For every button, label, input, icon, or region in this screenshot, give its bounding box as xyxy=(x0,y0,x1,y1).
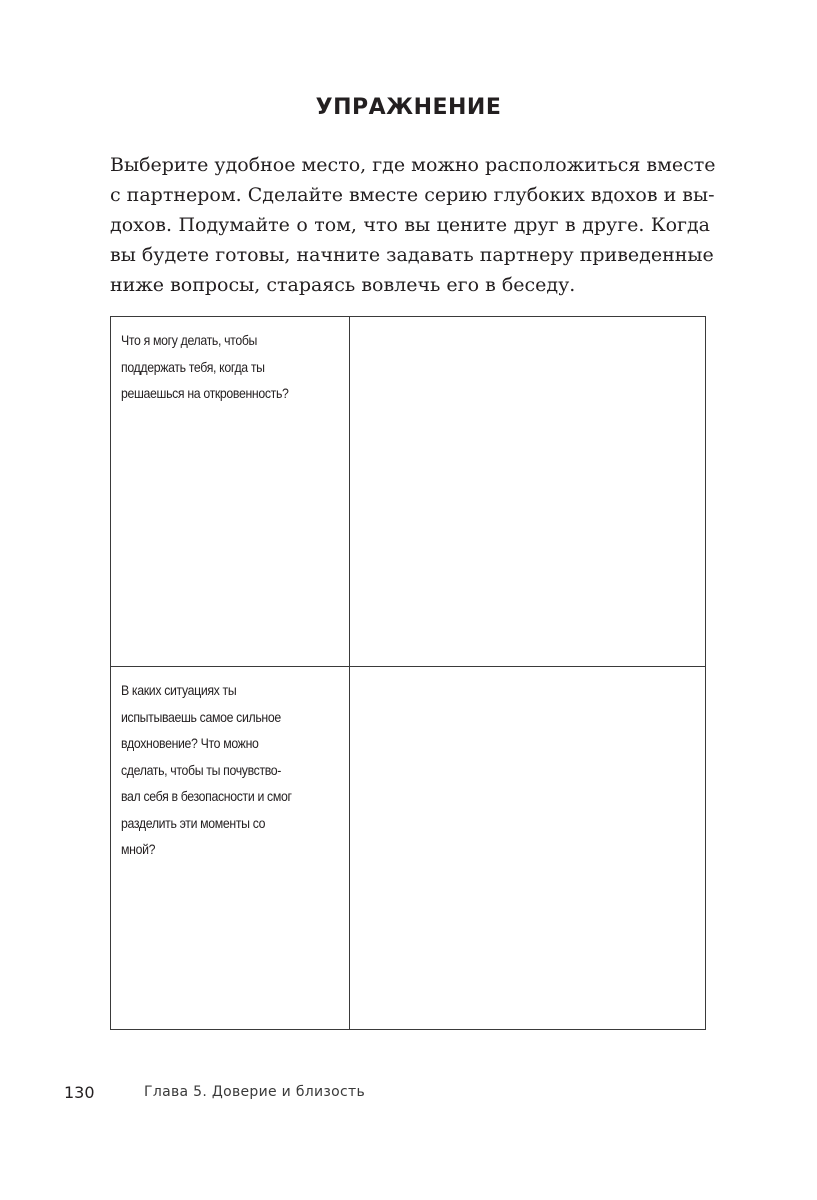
instruction-line: Выберите удобное место, где можно расположиться вместе xyxy=(110,154,716,176)
question-line: мной? xyxy=(121,841,156,857)
question-cell xyxy=(111,317,350,666)
exercise-heading: УПРАЖНЕНИЕ xyxy=(315,95,502,120)
instruction-line: с партнером. Сделайте вместе серию глубоких вдохов и вы- xyxy=(110,184,715,206)
table-row xyxy=(111,667,705,1029)
instruction-line: ниже вопросы, стараясь вовлечь его в беседу. xyxy=(110,274,576,296)
question-line: сделать, чтобы ты почувство- xyxy=(121,761,282,778)
exercise-instructions xyxy=(110,150,716,300)
question-line: поддержать тебя, когда ты xyxy=(121,358,265,375)
question-line: Что я могу делать, чтобы xyxy=(121,332,258,348)
question-cell xyxy=(111,667,350,1029)
page-number: 130 xyxy=(64,1083,95,1102)
instruction-line: вы будете готовы, начните задавать партнеру приведенные xyxy=(110,244,714,266)
answer-cell[interactable] xyxy=(350,667,705,1029)
instruction-line: дохов. Подумайте о том, что вы цените друг в друге. Когда xyxy=(110,214,710,236)
table-row xyxy=(111,317,705,667)
question-line: решаешься на откровенность? xyxy=(121,385,289,401)
question-line: разделить эти моменты со xyxy=(121,814,266,831)
question-line: вал себя в безопасности и смог xyxy=(121,788,292,804)
exercise-table xyxy=(110,316,706,1030)
answer-cell[interactable] xyxy=(350,317,705,666)
chapter-title: Глава 5. Доверие и близость xyxy=(144,1084,366,1100)
question-line: вдохновение? Что можно xyxy=(121,735,259,751)
question-line: испытываешь самое сильное xyxy=(121,708,281,725)
question-line: В каких ситуациях ты xyxy=(121,682,237,698)
